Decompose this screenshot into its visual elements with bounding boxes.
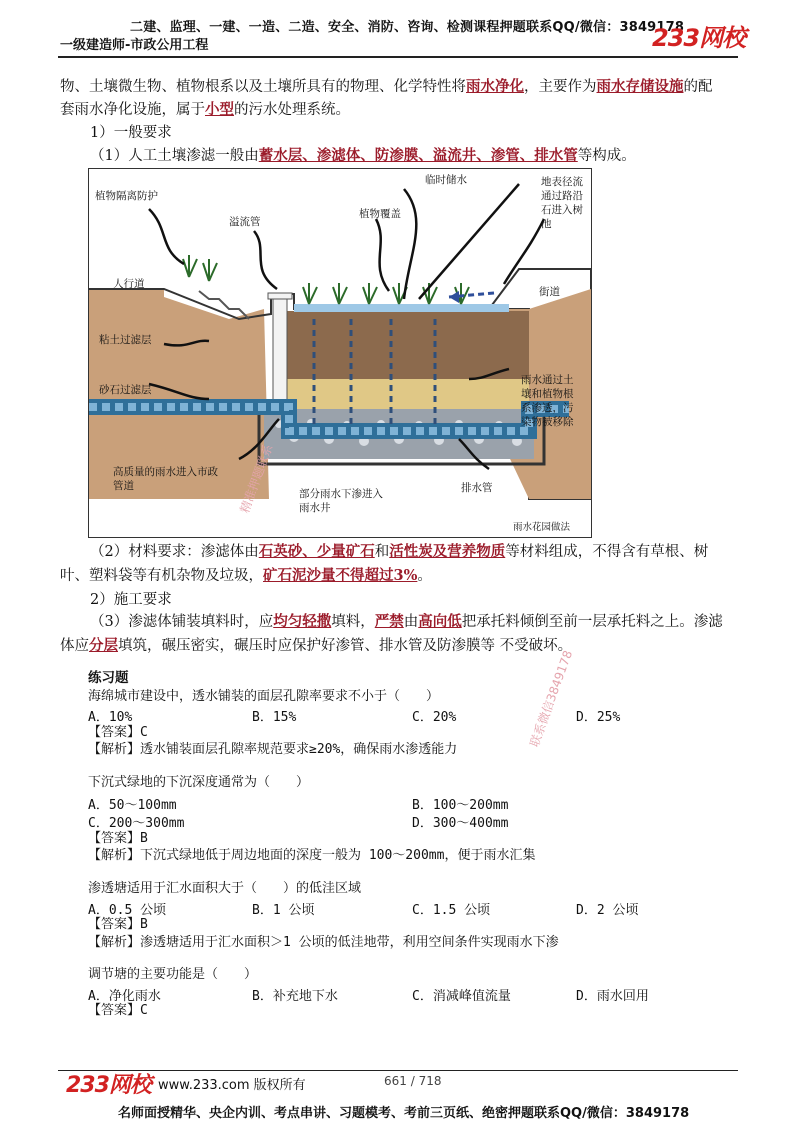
watermark: 联系微信3849178 (527, 648, 576, 749)
q4-option-a: A．净化雨水 (88, 989, 161, 1004)
question-3: 渗透塘适用于汇水面积大于（ ）的低洼区域 (88, 881, 362, 896)
header-subject: 一级建造师-市政公用工程 (60, 38, 209, 53)
requirement-2-cont: 叶、塑料袋等有机杂物及垃圾，矿石泥沙量不得超过3%。 (60, 567, 432, 584)
question-4: 调节塘的主要功能是（ ） (88, 967, 258, 982)
q2-option-b: B．100～200mm (412, 798, 509, 813)
q1-answer: 【答案】C (88, 725, 148, 740)
highlight: 均匀轻撒 (273, 613, 332, 630)
highlight: 严禁 (374, 613, 404, 630)
q3-option-b: B．1 公顷 (252, 903, 315, 918)
section-construction-requirements: 2）施工要求 (90, 592, 172, 608)
q1-option-a: A．10% (88, 710, 133, 725)
label-infiltrate: 部分雨水下渗进入雨水井 (299, 488, 383, 514)
highlight: 高向低 (418, 613, 462, 630)
q3-answer: 【答案】B (88, 917, 148, 932)
q2-answer: 【答案】B (88, 831, 148, 846)
footer-slogan: 名师面授精华、央企内训、考点串讲、习题模考、考前三页纸、绝密押题联系QQ/微信：3849178 (118, 1106, 690, 1121)
q4-answer: 【答案】C (88, 1003, 148, 1018)
q1-option-d: D．25% (576, 710, 621, 725)
requirement-1: （1）人工土壤渗滤一般由蓄水层、渗滤体、防渗膜、溢流井、渗管、排水管等构成。 (90, 147, 636, 164)
requirement-3-cont: 体应分层填筑，碾压密实，碾压时应保护好渗管、排水管及防渗膜等 不受破坏。 (60, 637, 573, 654)
question-2: 下沉式绿地的下沉深度通常为（ ） (88, 775, 310, 790)
header-divider (58, 56, 738, 58)
label-street: 街道 (539, 286, 560, 298)
label-sidewalk: 人行道 (113, 278, 145, 290)
question-1: 海绵城市建设中，透水铺装的面层孔隙率要求不小于（ ） (88, 689, 440, 704)
highlight: 小型 (205, 101, 234, 118)
practice-title: 练习题 (88, 670, 129, 686)
highlight: 蓄水层、渗滤体、防渗膜、溢流井、渗管、排水管 (258, 147, 578, 164)
requirement-2: （2）材料要求：渗滤体由石英砂、少量矿石和活性炭及营养物质等材料组成，不得含有草根、树 (90, 543, 709, 560)
highlight: 矿石泥沙量不得超过3% (263, 567, 418, 584)
q2-explanation: 【解析】下沉式绿地低于周边地面的深度一般为 100～200mm，便于雨水汇集 (88, 848, 536, 863)
label-surface-runoff: 地表径流通过路沿石进入树池 (541, 176, 583, 230)
label-plant-protect: 植物隔离防护 (95, 190, 158, 202)
q1-option-b: B．15% (252, 710, 297, 725)
q3-option-a: A．0.5 公顷 (88, 903, 167, 918)
q4-option-c: C．消减峰值流量 (412, 989, 511, 1004)
diagram-caption: 雨水花园做法 (513, 522, 571, 533)
q1-option-c: C．20% (412, 710, 457, 725)
q2-option-a: A．50～100mm (88, 798, 177, 813)
footer-copyright: www.233.com 版权所有 (158, 1078, 306, 1093)
label-drain-pipe: 排水管 (461, 482, 493, 494)
label-clay-layer: 粘土过滤层 (99, 334, 152, 346)
q4-option-b: B．补充地下水 (252, 989, 338, 1004)
q2-option-d: D．300～400mm (412, 816, 509, 831)
footer-brand-logo: 233网校 (66, 1073, 151, 1098)
label-temp-storage: 临时储水 (425, 174, 467, 186)
q4-option-d: D．雨水回用 (576, 989, 649, 1004)
highlight: 分层 (89, 637, 118, 654)
label-plant-cover: 植物覆盖 (359, 208, 401, 220)
q3-option-d: D．2 公顷 (576, 903, 639, 918)
label-purify: 雨水通过土壤和植物根系渗透，污染物被移除 (521, 374, 574, 428)
label-high-quality-water: 高质量的雨水进入市政管道 (113, 466, 218, 492)
q3-explanation: 【解析】渗透塘适用于汇水面积＞1 公顷的低洼地带，利用空间条件实现雨水下渗 (88, 935, 559, 950)
highlight: 石英砂、少量矿石 (258, 543, 375, 560)
brand-logo: 233网校 (652, 24, 746, 52)
highlight: 雨水存储设施 (596, 78, 684, 95)
q3-option-c: C．1.5 公顷 (412, 903, 491, 918)
rain-garden-diagram (88, 168, 592, 538)
highlight: 雨水净化 (466, 78, 524, 95)
requirement-3: （3）渗滤体铺装填料时，应均匀轻撒填料，严禁由高向低把承托料倾倒至前一层承托料之上。渗滤 (90, 613, 723, 630)
footer-divider (58, 1070, 738, 1071)
header-contact-line: 二建、监理、一建、一造、二造、安全、消防、咨询、检测课程押题联系QQ/微信：3849178 (130, 20, 685, 35)
q1-explanation: 【解析】透水铺装面层孔隙率规范要求≥20%，确保雨水渗透能力 (88, 742, 458, 757)
section-general-requirements: 1）一般要求 (90, 125, 172, 141)
label-sand-layer: 砂石过滤层 (99, 384, 152, 396)
paragraph-2: 套雨水净化设施，属于小型的污水处理系统。 (60, 101, 350, 118)
paragraph-1: 物、土壤微生物、植物根系以及土壤所具有的物理、化学特性将雨水净化，主要作为雨水存储设施的配 (60, 78, 713, 95)
watermark: 精准押题联系 (237, 442, 276, 515)
page-number: 661 / 718 (384, 1074, 442, 1088)
highlight: 活性炭及营养物质 (389, 543, 506, 560)
q2-option-c: C．200～300mm (88, 816, 185, 831)
label-overflow-pipe: 溢流管 (229, 216, 261, 228)
